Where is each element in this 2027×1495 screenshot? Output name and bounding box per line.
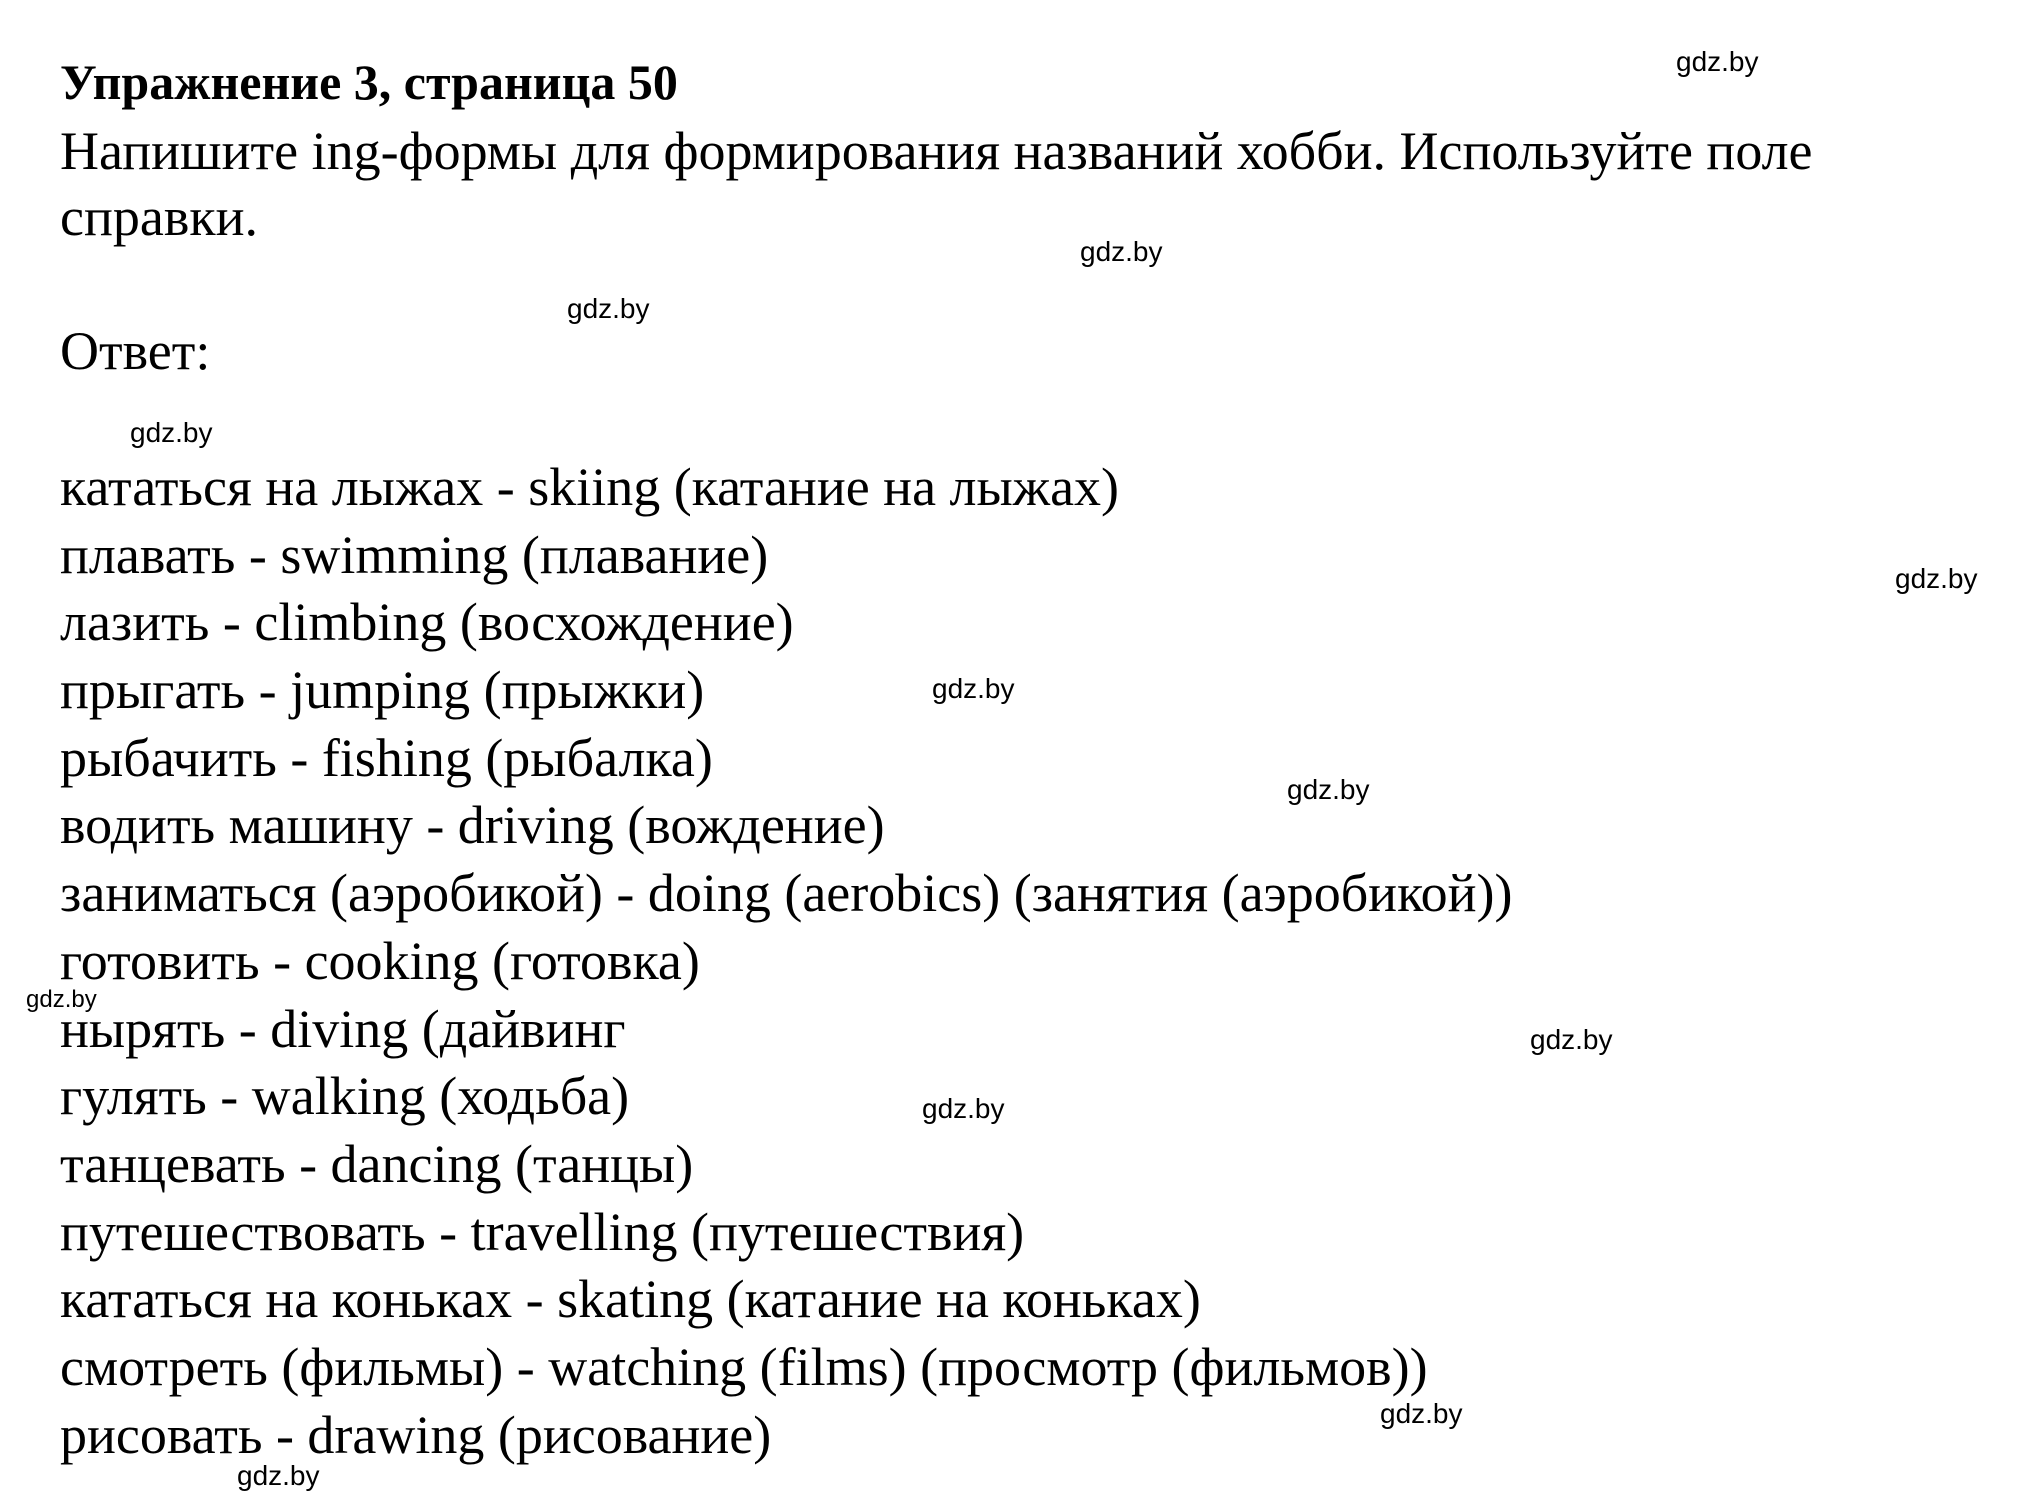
watermark: gdz.by xyxy=(1287,774,1370,805)
answer-line: кататься на лыжах - skiing (катание на лыжах) xyxy=(60,457,1120,517)
watermark: gdz.by xyxy=(1530,1024,1613,1055)
answer-line: рыбачить - fishing (рыбалка) xyxy=(60,727,713,788)
watermark: gdz.by xyxy=(922,1093,1005,1124)
watermark: gdz.by xyxy=(1676,46,1759,77)
answer-line: кататься на коньках - skating (катание на коньках) xyxy=(60,1269,1201,1330)
answer-line: нырять - diving (дайвинг xyxy=(60,998,626,1059)
answer-list xyxy=(60,454,1512,1469)
answer-line: плавать - swimming (плавание) xyxy=(60,524,769,585)
answer-line: танцевать - dancing (танцы) xyxy=(60,1133,694,1194)
answer-label: Ответ: xyxy=(60,321,211,381)
watermark: gdz.by xyxy=(1895,563,1978,594)
answer-line: заниматься (аэробикой) - doing (aerobics) (занятия (аэробикой)) xyxy=(60,863,1513,924)
answer-line: прыгать - jumping (прыжки) xyxy=(60,660,705,721)
answer-line: путешествовать - travelling (путешествия) xyxy=(60,1201,1025,1262)
answer-line: рисовать - drawing (рисование) xyxy=(60,1404,772,1465)
watermark: gdz.by xyxy=(237,1460,320,1491)
answer-line: водить машину - driving (вождение) xyxy=(60,795,885,856)
watermark: gdz.by xyxy=(130,417,213,448)
watermark: gdz.by xyxy=(26,986,97,1013)
answer-line: смотреть (фильмы) - watching (films) (просмотр (фильмов)) xyxy=(60,1336,1428,1397)
watermark: gdz.by xyxy=(1380,1398,1463,1429)
answer-line: гулять - walking (ходьба) xyxy=(60,1066,630,1127)
watermark: gdz.by xyxy=(1080,236,1163,267)
watermark: gdz.by xyxy=(567,293,650,324)
answer-line: готовить - cooking (готовка) xyxy=(60,930,700,991)
answer-line: лазить - climbing (восхождение) xyxy=(60,592,794,653)
watermark: gdz.by xyxy=(932,673,1015,704)
exercise-title: Упражнение 3, страница 50 xyxy=(60,54,678,110)
exercise-instruction: Напишите ing-формы для формирования названий хобби. Используйте поле справки. xyxy=(60,121,1813,247)
